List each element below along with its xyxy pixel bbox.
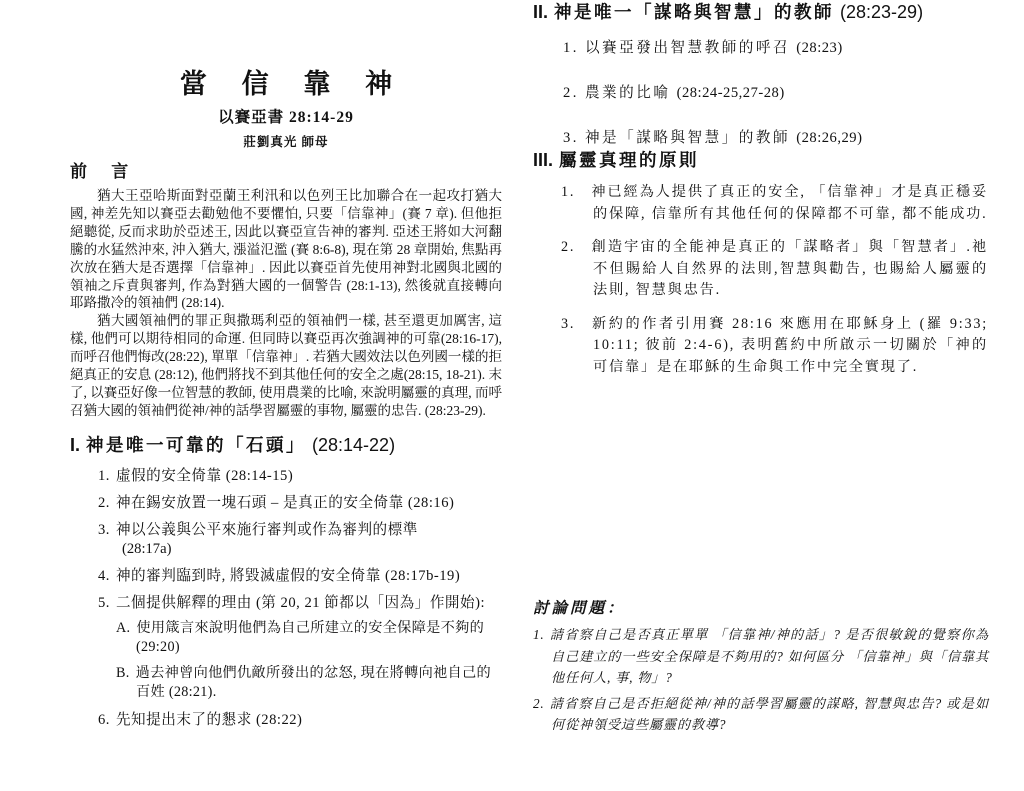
discussion-section <box>533 598 989 736</box>
item-text: 神在錫安放置一塊石頭 – 是真正的安全倚靠 (28:16) <box>115 494 455 511</box>
left-column <box>70 0 502 730</box>
item-label: B. <box>116 664 130 681</box>
outline-item <box>98 521 502 540</box>
section-1-heading <box>70 433 502 459</box>
item-label: 1. <box>561 184 576 200</box>
outline-item <box>98 567 502 586</box>
section-3-title: 屬靈真理的原則 <box>559 150 700 170</box>
item-text: 創造宇宙的全能神是真正的「謀略者」與「智慧者」.祂不但賜給人自然界的法則,智慧與勸告, 也賜給人屬靈的法則, 智慧與忠告. <box>591 239 988 298</box>
section-1-title: 神是唯一可靠的「石頭」 <box>86 434 307 455</box>
item-label: 6. <box>98 711 110 728</box>
item-label: 1. <box>563 40 579 56</box>
item-text: 二個提供解釋的理由 (第 20, 21 節都以「因為」作開始): <box>115 594 486 611</box>
outline-item <box>563 128 988 148</box>
outline-item <box>563 38 988 58</box>
item-label: 3. <box>563 130 579 146</box>
item-text: 神是「謀略與智慧」的教師 <box>584 130 791 146</box>
item-text: 神的審判臨到時, 將毀滅虛假的安全倚靠 (28:17b-19) <box>115 567 461 584</box>
item-label: 2. <box>563 85 579 101</box>
principle-item <box>561 182 988 225</box>
section-2-heading <box>533 0 988 26</box>
item-label: 2. <box>98 494 110 511</box>
discussion-heading: 討論問題： <box>533 600 626 617</box>
preface-paragraph-2: 猶大國領袖們的罪正與撒瑪利亞的領袖們一樣, 甚至還更加厲害, 這樣, 他們可以期待相同的命運. 但同時以賽亞再次強調神的可靠(28:16-17), 而呼召他們悔改(28:22), 單單「信靠神」. 若猶大國效法以色列國一樣的拒絕真正的安息 (28:12), 他們將找不到其他任何的安全之處(28:15, 18-21). 末了, 以賽亞好像一位智慧的教師, 使用農業的比喻, 來說明屬靈的真理, 而呼召猶大國的領袖們從神/神的話學習屬靈的事物, 屬靈的忠告. (28:23-29). <box>70 313 502 418</box>
preface-paragraph-1: 猶大王亞哈斯面對亞蘭王利汛和以色列王比加聯合在一起攻打猶大國, 神差先知以賽亞去勸勉他不要懼怕, 只要「信靠神」(賽 7 章). 但他拒絕聽從, 反而求助於亞述王, 因此以賽亞宣告神的審判. 亞述王將如大河翻騰的水猛然沖來, 沖入猶大, 漲溢氾濫 (賽 8:6-8), 現在第 28 章開始, 焦點再次放在猶大是否選擇「信靠神」. 因此以賽亞首先使用神對北國與北國的領袖之斥責與審判, 作為對猶大國的一個警告 (28:1-13), 然後就直接轉向耶路撒冷的領袖們 (28:14). <box>70 188 502 311</box>
item-text: 虛假的安全倚靠 (28:14-15) <box>115 467 294 484</box>
preface-heading: 前 言 <box>70 162 139 181</box>
item-text: 過去神曾向他們仇敵所發出的忿怒, 現在將轉向祂自己的百姓 (28:21). <box>135 664 492 701</box>
item-text: 先知提出末了的懇求 (28:22) <box>115 711 303 728</box>
item-label: 1. <box>533 627 545 642</box>
discussion-question <box>533 624 989 689</box>
item-text: 神已經為人提供了真正的安全, 「信靠神」才是真正穩妥的保障, 信靠所有其他任何的保障都不可靠, 都不能成功. <box>591 184 988 222</box>
item-label: 1. <box>98 467 110 484</box>
outline-item <box>98 467 502 486</box>
item-label: 2. <box>561 239 576 255</box>
question-text: 請省察自己是否真正單單 「信靠神/神的話」? 是否很敏銳的覺察你為自己建立的一些安全保障是不夠用的? 如何區分 「信靠神」與「信靠其他任何人, 事, 物」? <box>549 627 989 685</box>
outline-item <box>563 83 988 103</box>
outline-item <box>98 594 502 613</box>
section-2-numeral: II. <box>533 2 549 22</box>
principle-item <box>561 314 988 379</box>
discussion-question <box>533 693 989 736</box>
outline-item <box>98 494 502 513</box>
item-label: A. <box>116 619 131 636</box>
section-1-numeral: I. <box>70 434 81 455</box>
item-text-continuation: (28:17a) <box>122 540 172 557</box>
question-text: 請省察自己是否拒絕從神/神的話學習屬靈的謀略, 智慧與忠告? 或是如何從神領受這些屬靈的教導? <box>549 695 989 732</box>
item-ref: (28:24-25,27-28) <box>676 85 785 101</box>
page-title: 當 信 靠 神 <box>179 69 407 99</box>
item-label: 4. <box>98 567 110 584</box>
section-3-heading <box>533 148 988 174</box>
section-1-ref: (28:14-22) <box>312 434 396 455</box>
section-2-ref: (28:23-29) <box>840 2 924 22</box>
item-text: 農業的比喻 <box>584 85 671 101</box>
item-label: 3. <box>561 315 576 332</box>
principle-item <box>561 237 988 302</box>
item-text: 使用箴言來說明他們為自己所建立的安全保障是不夠的 (29:20) <box>136 619 485 656</box>
item-text: 新約的作者引用賽 28:16 來應用在耶穌身上 (羅 9:33; 10:11; 彼前 2:4-6), 表明舊約中所啟示一切關於「神的可信靠」是在耶穌的生命與工作中完全實現了. <box>591 315 988 375</box>
section-3-numeral: III. <box>533 150 554 170</box>
outline-subitem <box>116 619 502 658</box>
item-ref: (28:26,29) <box>796 130 863 146</box>
author-name: 莊劉真光 師母 <box>243 135 329 149</box>
outline-item <box>98 711 502 730</box>
scripture-reference: 以賽亞書 28:14-29 <box>218 109 354 126</box>
item-text: 神以公義與公平來施行審判或作為審判的標準 <box>115 521 418 538</box>
item-label: 5. <box>98 594 110 611</box>
item-text: 以賽亞發出智慧教師的呼召 <box>584 40 791 56</box>
item-label: 2. <box>533 695 545 711</box>
right-column <box>533 0 989 732</box>
item-ref: (28:23) <box>796 40 843 56</box>
outline-subitem <box>116 664 502 703</box>
section-2-title: 神是唯一「謀略與智慧」的教師 <box>554 2 835 22</box>
item-label: 3. <box>98 521 110 538</box>
